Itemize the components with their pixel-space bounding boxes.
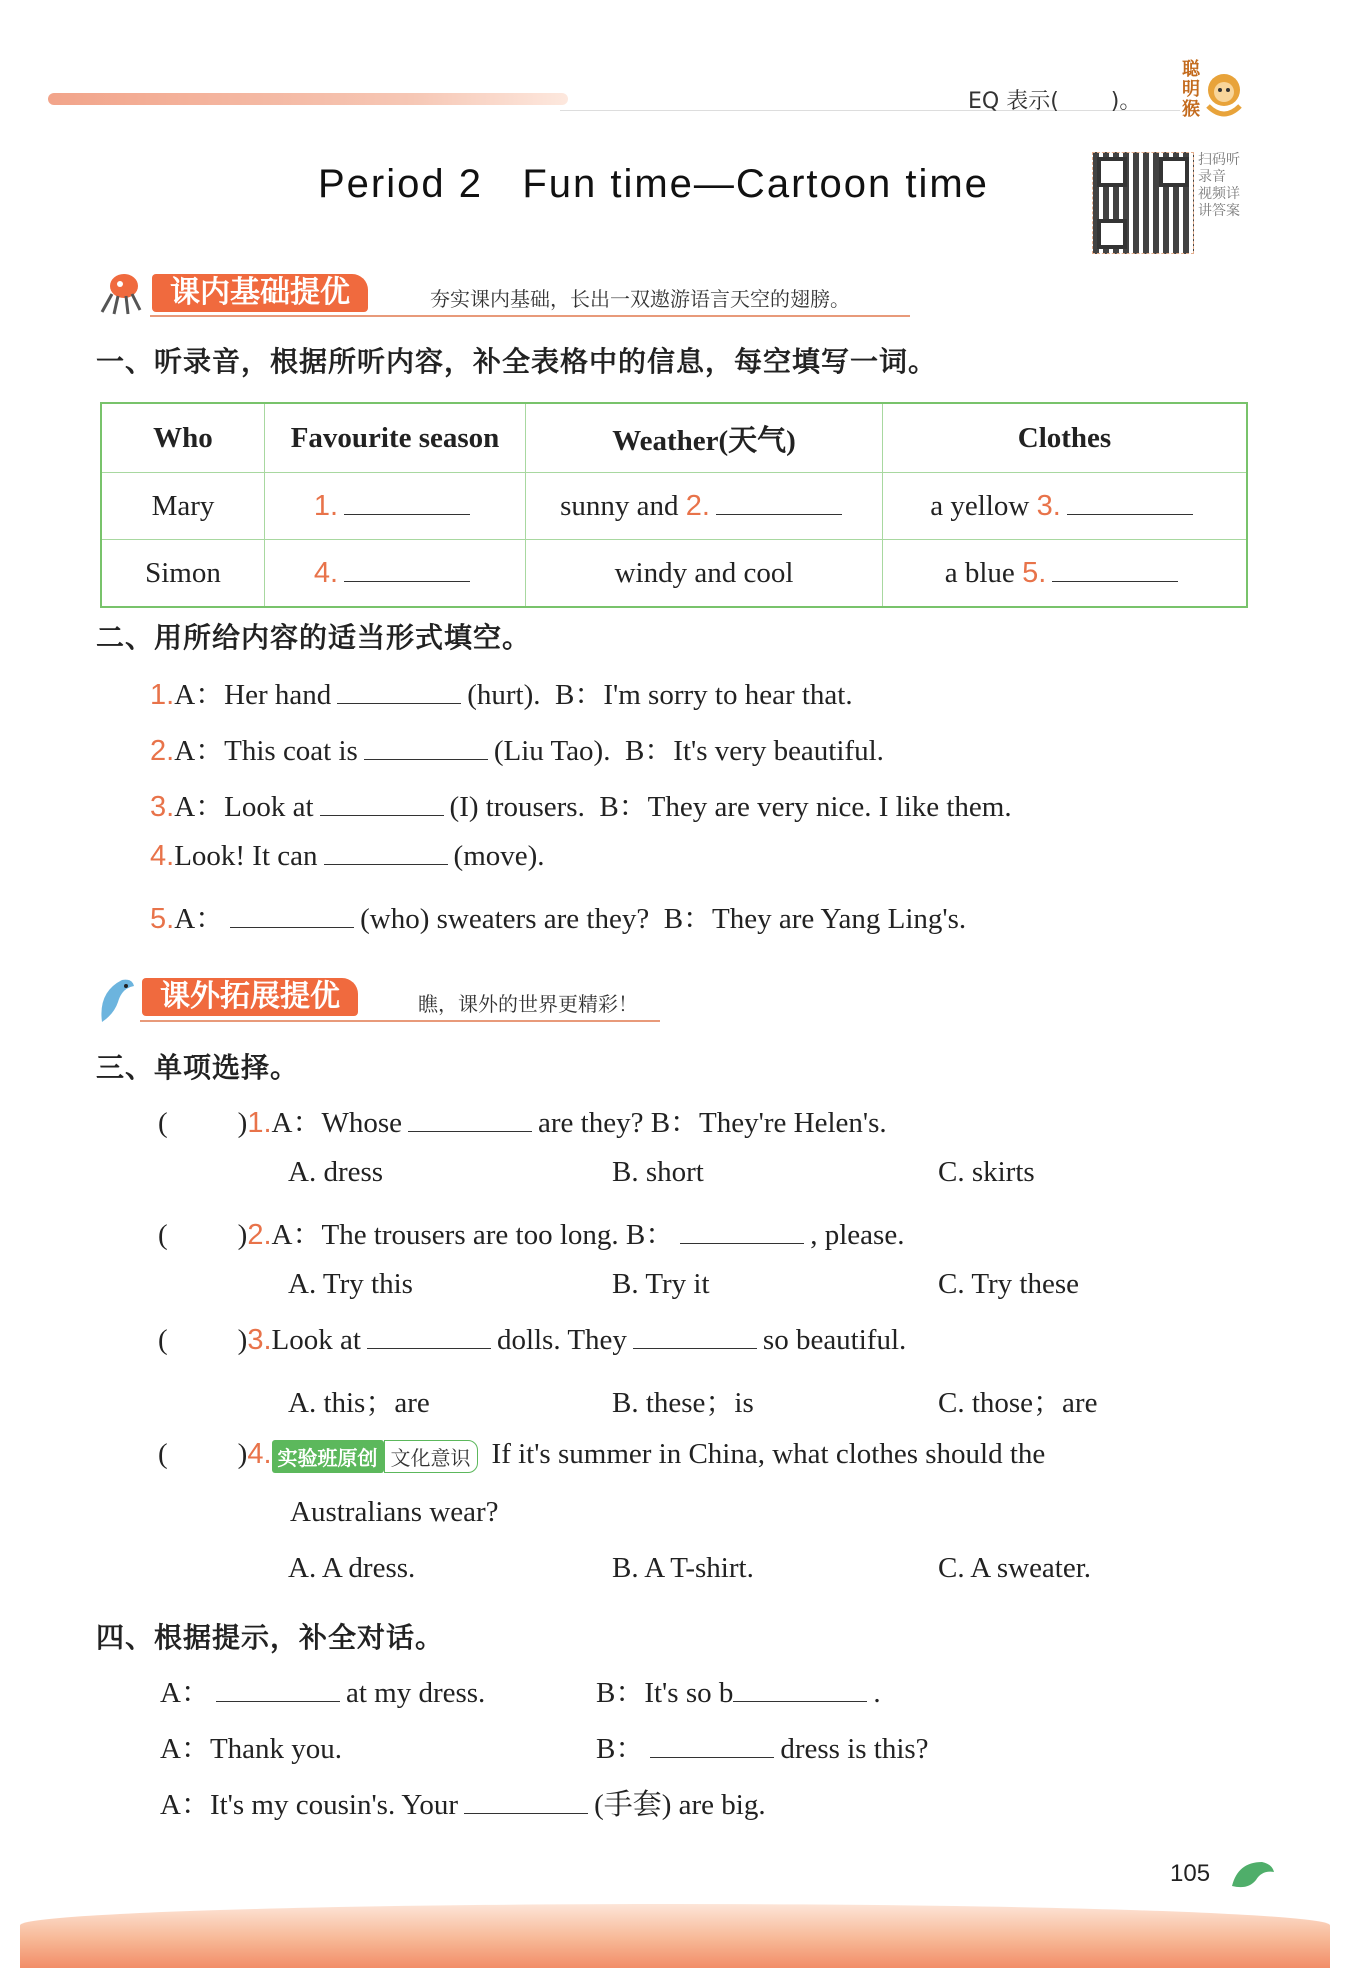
option-b[interactable]: B. these；is — [612, 1387, 754, 1419]
q3-item: ( )1.A：Whose are they? B：They're Helen's. — [158, 1107, 887, 1139]
answer-blank[interactable] — [633, 1347, 757, 1349]
answer-blank[interactable] — [216, 1700, 340, 1702]
eq-label: EQ 表示( )。 — [968, 89, 1142, 114]
dolphin-footer-icon — [1228, 1856, 1278, 1901]
dialogue-line: B： dress is this? — [596, 1733, 929, 1765]
section-badge-basic: 课内基础提优 — [152, 274, 368, 312]
dialogue-line: B：It's so b . — [596, 1677, 881, 1709]
q2-item: 1.A：Her hand (hurt). B：I'm sorry to hear that. — [150, 679, 853, 711]
section-note-extended: 瞧，课外的世界更精彩！ — [418, 992, 638, 1016]
q3-item-cont: Australians wear? — [290, 1496, 499, 1528]
page-title: Period 2 Fun time—Cartoon time — [318, 162, 989, 206]
option-a[interactable]: A. this；are — [288, 1387, 430, 1419]
answer-blank[interactable] — [337, 702, 461, 704]
tag-culture: 文化意识 — [384, 1440, 478, 1473]
squid-icon — [94, 268, 146, 321]
answer-blank[interactable] — [367, 1347, 491, 1349]
option-a[interactable]: A. Try this — [288, 1268, 413, 1300]
who-cell: Simon — [101, 540, 265, 608]
answer-blank[interactable] — [1067, 513, 1193, 515]
q2-item: 4.Look! It can (move). — [150, 840, 545, 872]
answer-blank[interactable] — [1052, 580, 1178, 582]
q1-table — [100, 402, 1248, 608]
table-row — [101, 540, 1247, 608]
option-c[interactable]: C. Try these — [938, 1268, 1080, 1300]
section-note-basic: 夯实课内基础，长出一双遨游语言天空的翅膀。 — [430, 287, 850, 311]
table-row — [101, 473, 1247, 540]
answer-blank[interactable] — [716, 513, 842, 515]
answer-blank[interactable] — [733, 1700, 867, 1702]
answer-blank[interactable] — [344, 580, 470, 582]
who-cell: Mary — [101, 473, 265, 540]
footer-wave — [20, 1904, 1330, 1968]
q3-item: ( )2.A：The trousers are too long. B： , please. — [158, 1219, 905, 1251]
season-cell: 4. — [265, 540, 526, 608]
option-a[interactable]: A. A dress. — [288, 1552, 416, 1584]
answer-blank[interactable] — [320, 814, 444, 816]
q1-title: 一、听录音，根据所听内容，补全表格中的信息，每空填写一词。 — [96, 345, 938, 378]
q3-title: 三、单项选择。 — [96, 1051, 300, 1084]
dialogue-line: A：It's my cousin's. Your (手套) are big. — [160, 1789, 766, 1821]
section-rule-extended — [140, 1020, 660, 1022]
page-number: 105 — [1170, 1860, 1211, 1887]
q2-title: 二、用所给内容的适当形式填空。 — [96, 621, 532, 654]
q3-item: ( )4. 实验班原创 文化意识 If it's summer in China, what clothes should the — [158, 1438, 1045, 1473]
q2-item: 2.A：This coat is (Liu Tao). B：It's very beautiful. — [150, 735, 884, 767]
q3-item: ( )3.Look at dolls. They so beautiful. — [158, 1324, 907, 1356]
option-c[interactable]: C. those；are — [938, 1387, 1098, 1419]
dolphin-icon — [92, 972, 140, 1033]
table-header: Favourite season — [265, 403, 526, 473]
answer-blank[interactable] — [680, 1242, 804, 1244]
weather-cell: windy and cool — [526, 540, 883, 608]
table-header: Weather(天气) — [526, 403, 883, 473]
section-badge-extended: 课外拓展提优 — [142, 978, 358, 1016]
dialogue-line: A： at my dress. — [160, 1677, 486, 1709]
clothes-cell: a yellow 3. — [883, 473, 1248, 540]
q4-title: 四、根据提示，补全对话。 — [96, 1621, 445, 1654]
weather-cell: sunny and 2. — [526, 473, 883, 540]
option-c[interactable]: C. skirts — [938, 1156, 1035, 1188]
answer-blank[interactable] — [230, 926, 354, 928]
dialogue-line: A：Thank you. — [160, 1733, 343, 1765]
option-b[interactable]: B. Try it — [612, 1268, 710, 1300]
season-cell: 1. — [265, 473, 526, 540]
answer-blank[interactable] — [464, 1812, 588, 1814]
answer-blank[interactable] — [364, 758, 488, 760]
qr-code-icon[interactable] — [1092, 152, 1194, 254]
section-rule-basic — [150, 315, 910, 317]
option-c[interactable]: C. A sweater. — [938, 1552, 1092, 1584]
mascot-text: 聪明猴 — [1182, 59, 1200, 120]
table-header: Who — [101, 403, 265, 473]
answer-blank[interactable] — [650, 1756, 774, 1758]
answer-blank[interactable] — [324, 863, 448, 865]
option-b[interactable]: B. A T-shirt. — [612, 1552, 754, 1584]
option-b[interactable]: B. short — [612, 1156, 704, 1188]
qr-caption: 扫码听录音 视频详讲答案 — [1198, 152, 1240, 219]
q2-item: 5.A： (who) sweaters are they? B：They are Yang Ling's. — [150, 903, 967, 935]
header-bar — [48, 93, 568, 105]
answer-blank[interactable] — [344, 513, 470, 515]
table-header: Clothes — [883, 403, 1248, 473]
clothes-cell: a blue 5. — [883, 540, 1248, 608]
answer-blank[interactable] — [408, 1130, 532, 1132]
q2-item: 3.A：Look at (I) trousers. B：They are very nice. I like them. — [150, 791, 1012, 823]
option-a[interactable]: A. dress — [288, 1156, 384, 1188]
tag-original: 实验班原创 — [272, 1440, 384, 1473]
